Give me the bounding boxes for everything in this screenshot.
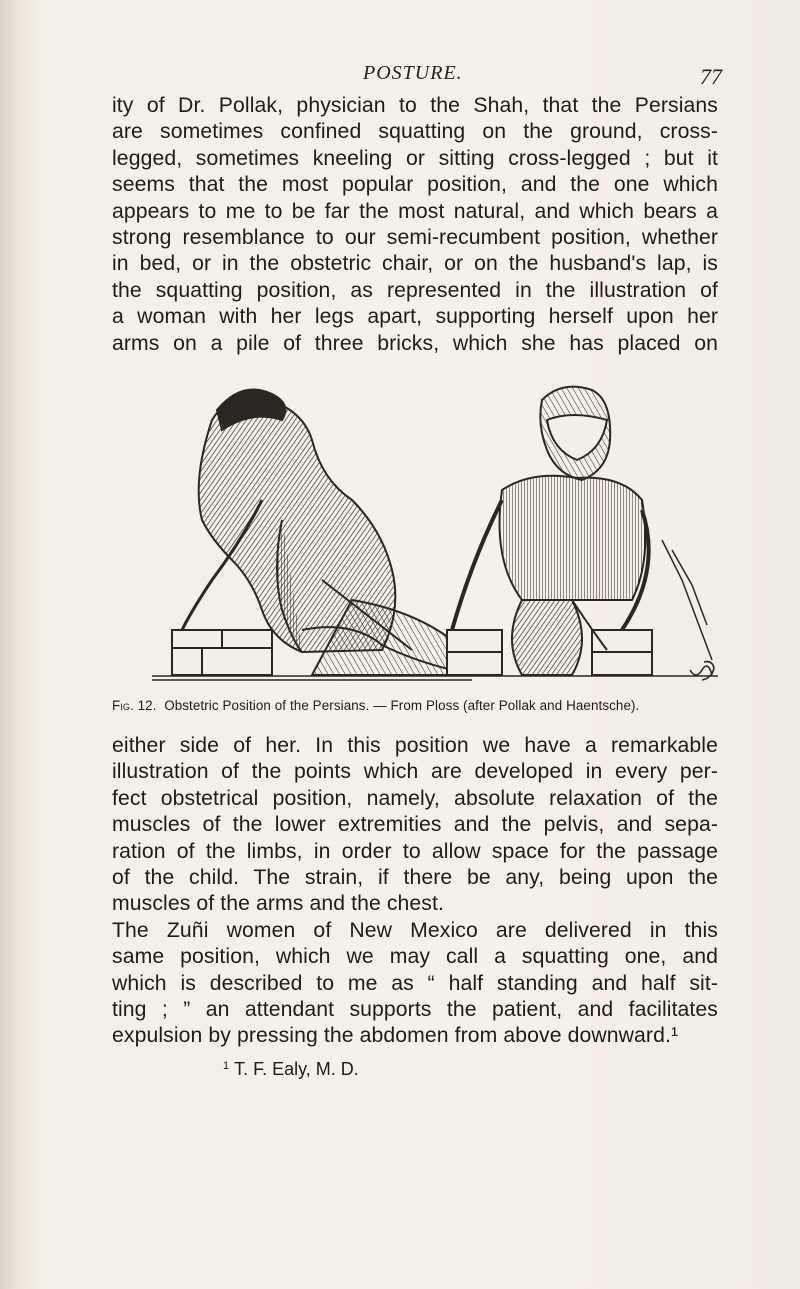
text-line: ting ; ” an attendant supports the patient, and facilitates [112, 998, 718, 1022]
figure-caption-text: Obstetric Position of the Persians. — From Ploss (after Pollak and Haentsche). [164, 698, 640, 713]
text-line: The Zuñi women of New Mexico are delivered in this [112, 918, 718, 942]
engraving-illustration [152, 380, 718, 692]
text-line: in bed, or in the obstetric chair, or on the husband's lap, is [112, 252, 718, 276]
text-line: expulsion by pressing the abdomen from above downward.¹ [112, 1024, 679, 1048]
page-number: 77 [700, 64, 722, 89]
text-line: muscles of the lower extremities and the pelvis, and sepa- [112, 813, 718, 837]
text-line: the squatting position, as represented in the illustration of [112, 278, 718, 302]
text-line: fect obstetrical position, namely, absolute relaxation of the [112, 786, 718, 810]
text-line: strong resemblance to our semi-recumbent position, whether [112, 226, 718, 250]
artist-monogram [690, 662, 714, 680]
left-figure [172, 390, 452, 675]
figure-label: Fig. 12. [112, 698, 157, 713]
text-line: same position, which we may call a squatting one, and [112, 945, 718, 969]
body-text-bottom [112, 733, 718, 1050]
running-head-title: POSTURE. [363, 62, 463, 84]
text-line: ration of the limbs, in order to allow space for the passage [112, 839, 718, 863]
text-line: either side of her. In this position we have a remarkable [112, 734, 718, 757]
text-line: seems that the most popular position, and the one which [112, 173, 718, 197]
text-line: legged, sometimes kneeling or sitting cross-legged ; but it [112, 146, 718, 170]
text-line: a woman with her legs apart, supporting herself upon her [112, 305, 718, 329]
right-figure [447, 387, 712, 675]
text-line: arms on a pile of three bricks, which she has placed on [112, 331, 718, 355]
text-line: ity of Dr. Pollak, physician to the Shah, that the Persians [112, 94, 718, 117]
footnote-marker: 1 [223, 1060, 230, 1072]
ground-lines [152, 676, 718, 680]
footnote-text: T. F. Ealy, M. D. [234, 1059, 359, 1079]
footnote [223, 1059, 359, 1080]
text-line: of the child. The strain, if there be any, being upon the [112, 866, 718, 890]
text-line: which is described to me as “ half standing and half sit- [112, 971, 718, 995]
text-line: illustration of the points which are developed in every per- [112, 760, 718, 784]
text-line: muscles of the arms and the chest. [112, 892, 444, 916]
body-text-top [112, 93, 718, 357]
running-head [0, 62, 800, 92]
figure-illustration [152, 380, 718, 692]
text-line: are sometimes confined squatting on the ground, cross- [112, 120, 718, 144]
figure-caption [112, 698, 718, 713]
text-line: appears to me to be far the most natural, and which bears a [112, 199, 718, 223]
